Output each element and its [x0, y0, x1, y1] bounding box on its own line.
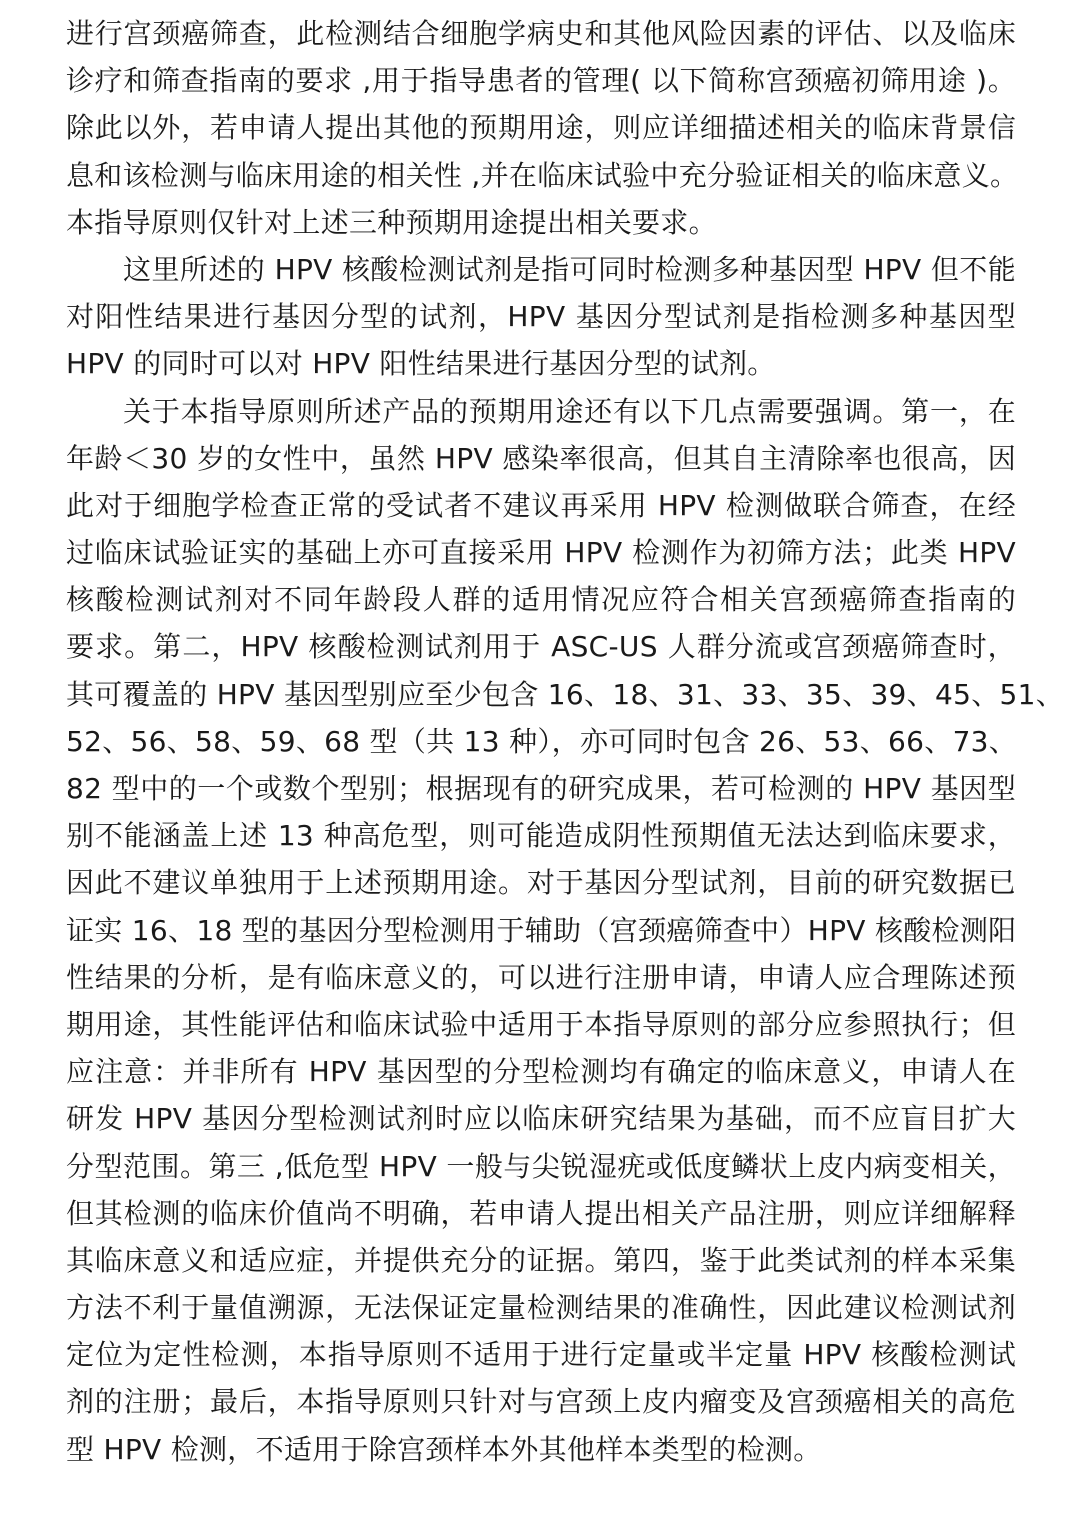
paragraph-hpv-reagent-definition: [66, 246, 1016, 388]
text-line: 关于本指导原则所述产品的预期用途还有以下几点需要强调。第一，在: [123, 394, 1016, 428]
text-line: 其可覆盖的 HPV 基因型别应至少包含 16、18、31、33、35、39、45、51、: [66, 677, 1065, 711]
text-line: 剂的注册；最后，本指导原则只针对与宫颈上皮内瘤变及宫颈癌相关的高危: [66, 1385, 1016, 1419]
text-line: 应注意：并非所有 HPV 基因型的分型检测均有确定的临床意义，申请人在: [66, 1055, 1016, 1089]
text-line: 其临床意义和适应症，并提供充分的证据。第四，鉴于此类试剂的样本采集: [66, 1243, 1016, 1277]
text-line: 此对于细胞学检查正常的受试者不建议再采用 HPV 检测做联合筛查，在经: [66, 488, 1016, 522]
text-line: 但其检测的临床价值尚不明确，若申请人提出相关产品注册，则应详细解释: [66, 1196, 1016, 1230]
text-line: 别不能涵盖上述 13 种高危型，则可能造成阴性预期值无法达到临床要求，: [66, 819, 1016, 853]
text-line: 因此不建议单独用于上述预期用途。对于基因分型试剂，目前的研究数据已: [66, 866, 1016, 900]
text-line: 方法不利于量值溯源，无法保证定量检测结果的准确性，因此建议检测试剂: [66, 1291, 1016, 1325]
text-line: 定位为定性检测，本指导原则不适用于进行定量或半定量 HPV 核酸检测试: [66, 1338, 1016, 1372]
text-line: 82 型中的一个或数个型别；根据现有的研究成果，若可检测的 HPV 基因型: [66, 772, 1016, 805]
text-line: 除此以外，若申请人提出其他的预期用途，则应详细描述相关的临床背景信: [66, 111, 1016, 145]
text-line: 诊疗和筛查指南的要求 ,用于指导患者的管理( 以下简称宫颈癌初筛用途 )。: [66, 64, 1016, 98]
text-line: 研发 HPV 基因分型检测试剂时应以临床研究结果为基础，而不应盲目扩大: [66, 1102, 1016, 1136]
text-line: 性结果的分析，是有临床意义的，可以进行注册申请，申请人应合理陈述预: [66, 960, 1016, 994]
text-line: HPV 的同时可以对 HPV 阳性结果进行基因分型的试剂。: [66, 347, 776, 381]
text-line: 要求。第二，HPV 核酸检测试剂用于 ASC-US 人群分流或宫颈癌筛查时，: [66, 630, 1016, 664]
text-line: 型 HPV 检测，不适用于除宫颈样本外其他样本类型的检测。: [66, 1432, 822, 1466]
text-line: 核酸检测试剂对不同年龄段人群的适用情况应符合相关宫颈癌筛查指南的: [66, 583, 1016, 617]
text-line: 年龄＜30 岁的女性中，虽然 HPV 感染率很高，但其自主清除率也很高，因: [66, 441, 1016, 475]
text-line: 52、56、58、59、68 型（共 13 种），亦可同时包含 26、53、66、73、: [66, 724, 1018, 758]
paragraph-intended-use-scope: [66, 10, 1019, 246]
text-line: 期用途，其性能评估和临床试验中适用于本指导原则的部分应参照执行；但: [66, 1007, 1016, 1041]
text-line: 过临床试验证实的基础上亦可直接采用 HPV 检测作为初筛方法；此类 HPV: [66, 536, 1016, 570]
text-line: 分型范围。第三 ,低危型 HPV 一般与尖锐湿疣或低度鳞状上皮内病变相关，: [66, 1149, 1016, 1183]
text-line: 对阳性结果进行基因分型的试剂，HPV 基因分型试剂是指检测多种基因型: [66, 300, 1016, 334]
paragraph-intended-use-notes: [66, 388, 1065, 1473]
document-body: [66, 10, 1065, 1473]
text-line: 本指导原则仅针对上述三种预期用途提出相关要求。: [66, 205, 717, 239]
text-line: 证实 16、18 型的基因分型检测用于辅助（宫颈癌筛查中）HPV 核酸检测阳: [66, 913, 1017, 947]
text-line: 这里所述的 HPV 核酸检测试剂是指可同时检测多种基因型 HPV 但不能: [123, 252, 1016, 286]
text-line: 进行宫颈癌筛查，此检测结合细胞学病史和其他风险因素的评估、以及临床: [66, 17, 1016, 50]
text-line: 息和该检测与临床用途的相关性 ,并在临床试验中充分验证相关的临床意义。: [66, 158, 1019, 192]
